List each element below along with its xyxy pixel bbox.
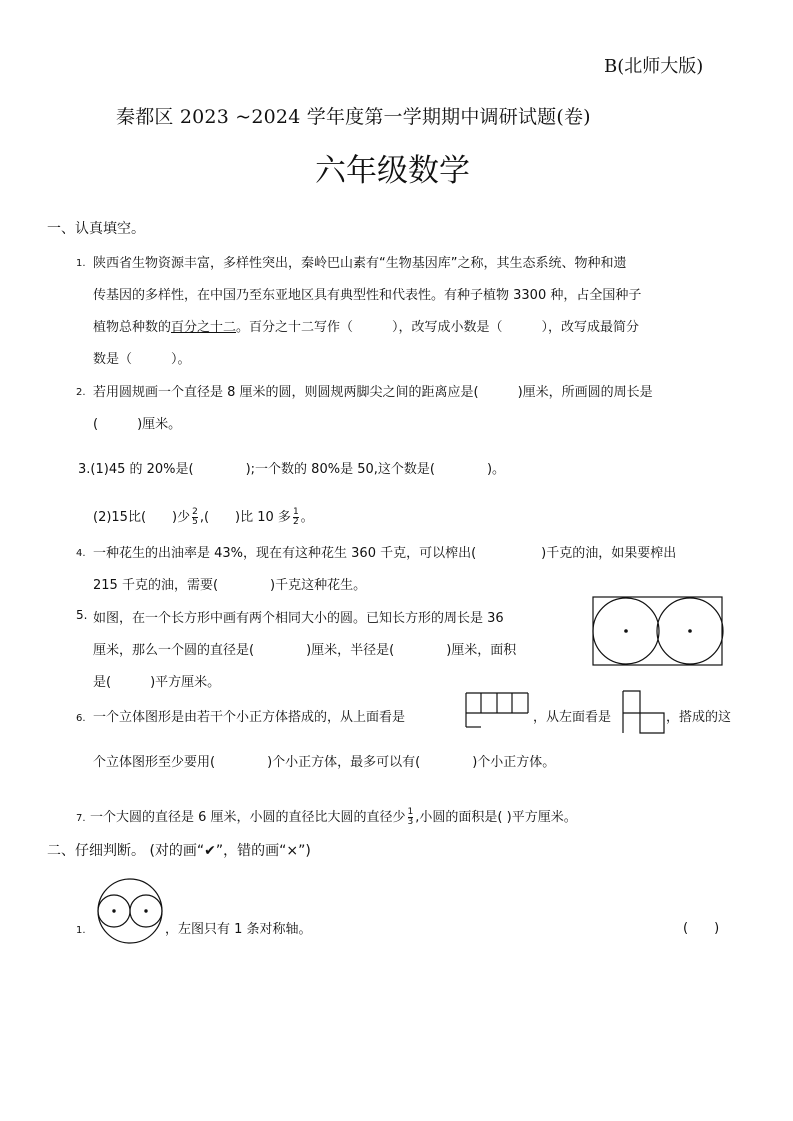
section-2-heading: 二、仔细判断。 (对的画“✔”，错的画“×”): [47, 843, 311, 859]
top-view-figure: [461, 691, 531, 729]
section-1-heading: 一、认真填空。: [47, 221, 145, 237]
q6-line1-a: 一个立体图形是由若干个小正方体搭成的，从上面看是: [93, 710, 406, 725]
q5-number: 5.: [76, 608, 88, 622]
q1-line3: [93, 316, 639, 335]
q3-line2: [93, 506, 314, 527]
q3-fraction-2: $\frac{1}{2}$: [292, 507, 299, 527]
q6-number: 6.: [76, 713, 86, 724]
judge-q1-text: ，左图只有 1 条对称轴。: [165, 922, 312, 937]
q3-fraction-1: $\frac{2}{5}$: [192, 507, 198, 527]
q7-line: [90, 806, 577, 827]
q1-line2: 传基因的多样性，在中国乃至东亚地区具有典型性和代表性。有种子植物 3300 种，占全国种子: [93, 288, 642, 303]
q7-text-a: 一个大圆的直径是 6 厘米，小圆的直径比大圆的直径少: [90, 810, 406, 825]
q4-number: 4.: [76, 548, 86, 559]
q1-line1: 陕西省生物资源丰富，多样性突出，秦岭巴山素有“生物基因库”之称，其生态系统、物种和遗: [93, 256, 627, 271]
judge-q1-answer-box[interactable]: ( ): [683, 921, 720, 936]
q5-line1: 如图，在一个长方形中画有两个相同大小的圆。已知长方形的周长是 36: [93, 611, 504, 626]
q3-part2-a: (2)15比( )少: [93, 510, 191, 525]
q6-line1-b: ，从左面看是: [533, 710, 612, 725]
q6-line1-c: ，搭成的这: [666, 710, 732, 725]
q1-line4: 数是（ ）。: [93, 352, 191, 367]
q1-line3-a: 植物总种数的: [93, 320, 172, 335]
q7-text-b: ,小圆的面积是( )平方厘米。: [415, 810, 577, 825]
q4-line1: 一种花生的出油率是 43%，现在有这种花生 360 千克，可以榨出( )千克的油，如果要榨出: [93, 546, 677, 561]
q2-line2: ( )厘米。: [93, 417, 182, 432]
q1-underlined-term: 百分之十二: [171, 320, 237, 335]
q7-fraction: $\frac{1}{3}$: [407, 807, 414, 827]
q3-part2-c: 。: [300, 510, 314, 525]
q4-line2: 215 千克的油，需要( )千克这种花生。: [93, 578, 367, 593]
q2-number: 2.: [76, 387, 86, 398]
q5-line2: 厘米，那么一个圆的直径是( )厘米，半径是( )厘米，面积: [93, 643, 517, 658]
edition-label: B(北师大版): [604, 56, 704, 77]
q1-number: 1.: [76, 258, 86, 269]
left-view-figure: [620, 689, 666, 737]
q3-part2-b: ,( )比 10 多: [199, 510, 291, 525]
judge-q1-number: 1.: [76, 925, 86, 936]
exam-title: 秦都区 2023 ~2024 学年度第一学期期中调研试题(卷): [116, 106, 591, 128]
circle-with-two-circles-figure: [95, 876, 165, 946]
q5-line3: 是( )平方厘米。: [93, 675, 221, 690]
q7-number: 7.: [76, 813, 86, 824]
rectangle-two-circles-figure: [592, 596, 724, 668]
q2-line1: 若用圆规画一个直径是 8 厘米的圆，则圆规两脚尖之间的距离应是( )厘米，所画圆的周长是: [93, 385, 653, 400]
subject-title: 六年级数学: [315, 153, 470, 189]
q1-line3-b: 。百分之十二写作（ ），改写成小数是（ ），改写成最简分: [236, 320, 640, 335]
q6-line2: 个立体图形至少要用( )个小正方体，最多可以有( )个小正方体。: [93, 755, 556, 770]
q3-line1: 3.(1)45 的 20%是( );一个数的 80%是 50,这个数是( )。: [78, 462, 506, 477]
